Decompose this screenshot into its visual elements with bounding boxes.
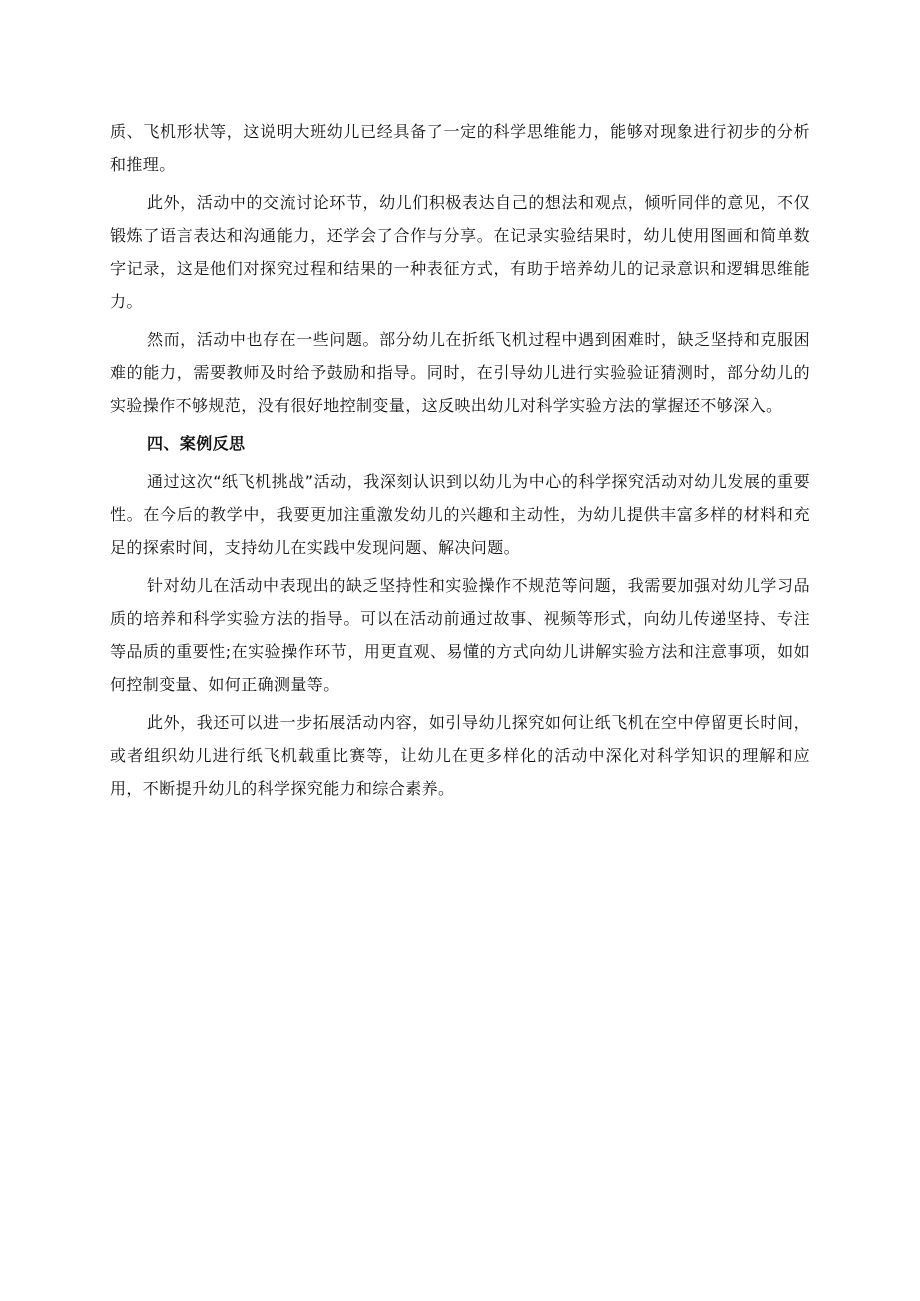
paragraph-reflection-2: 针对幼儿在活动中表现出的缺乏坚持性和实验操作不规范等问题，我需要加强对幼儿学习品质的培养和科学实验方法的指导。可以在活动前通过故事、视频等形式，向幼儿传递坚持、专注等品质的重要性;在实验操作环节，用更直观、易懂的方式向幼儿讲解实验方法和注意事项，如如何控制变量、如何正确测量等。 [110, 576, 810, 694]
paragraph-reflection-1: 通过这次“纸飞机挑战”活动，我深刻认识到以幼儿为中心的科学探究活动对幼儿发展的重要性。在今后的教学中，我要更加注重激发幼儿的兴趣和主动性，为幼儿提供丰富多样的材料和充足的探索时间，支持幼儿在实践中发现问题、解决问题。 [110, 472, 810, 557]
paragraph-reflection-3: 此外，我还可以进一步拓展活动内容，如引导幼儿探究如何让纸飞机在空中停留更长时间，或者组织幼儿进行纸飞机载重比赛等，让幼儿在更多样化的活动中深化对科学知识的理解和应用，不断提升幼儿的科学探究能力和综合素养。 [110, 713, 810, 798]
section-heading: 四、案例反思 [147, 434, 246, 453]
document-page [110, 115, 810, 805]
paragraph-problems: 然而，活动中也存在一些问题。部分幼儿在折纸飞机过程中遇到困难时，缺乏坚持和克服困难的能力，需要教师及时给予鼓励和指导。同时，在引导幼儿进行实验验证猜测时，部分幼儿的实验操作不够规范，没有很好地控制变量，这反映出幼儿对科学实验方法的掌握还不够深入。 [110, 330, 810, 415]
paragraph-discussion: 此外，活动中的交流讨论环节，幼儿们积极表达自己的想法和观点，倾听同伴的意见，不仅锻炼了语言表达和沟通能力，还学会了合作与分享。在记录实验结果时，幼儿使用图画和简单数字记录，这是他们对探究过程和结果的一种表征方式，有助于培养幼儿的记录意识和逻辑思维能力。 [110, 193, 810, 311]
paragraph-continuation: 质、飞机形状等，这说明大班幼儿已经具备了一定的科学思维能力，能够对现象进行初步的分析和推理。 [110, 122, 810, 174]
